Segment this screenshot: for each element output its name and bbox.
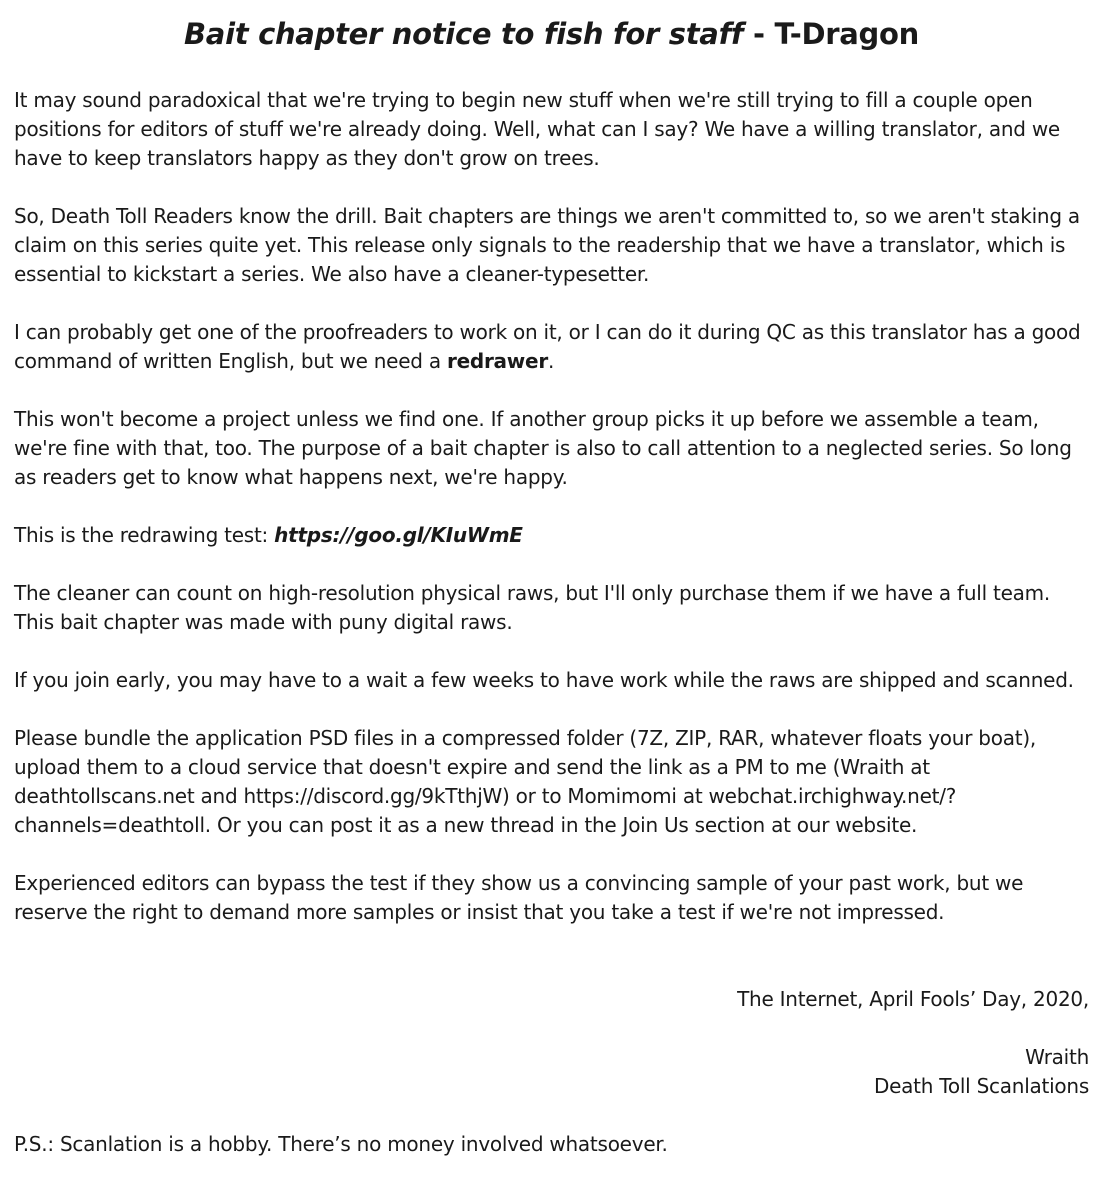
paragraph-5 [14, 521, 1089, 550]
paragraph-3 [14, 318, 1089, 376]
signature-date: The Internet, April Fools’ Day, 2020, [737, 987, 1089, 1011]
paragraph-3-text: I can probably get one of the proofreaders to work on it, or I can do it during QC as this translator has a good command of written English, but we need a [14, 320, 1081, 373]
paragraph-3-end: . [547, 349, 555, 373]
paragraph-4: This won't become a project unless we find one. If another group picks it up before we assemble a team, we're fine with that, too. The purpose of a bait chapter is also to call attention to a neglected series. So long as readers get to know what happens next, we're happy. [14, 407, 1072, 489]
title-italic: Bait chapter notice to fish for staff [184, 17, 744, 51]
paragraph-2: So, Death Toll Readers know the drill. Bait chapters are things we aren't committed to, so we aren't staking a claim on this series quite yet. This release only signals to the readership that we have a translator, which is essential to kickstart a series. We also have a cleaner-typesetter. [14, 204, 1080, 286]
paragraph-8: Please bundle the application PSD files in a compressed folder (7Z, ZIP, RAR, whatever floats your boat), upload them to a cloud service that doesn't expire and send the link as a PM to me (Wraith at deathtollscans.net and https://discord.gg/9kTthjW) or to Momimomi at webchat.irchighway.net/?channels=deathtoll. Or you can post it as a new thread in the Join Us section at our website. [14, 726, 1036, 837]
redrawing-test-label: This is the redrawing test: [14, 523, 275, 547]
signature-name: Wraith [1025, 1045, 1089, 1069]
paragraph-1: It may sound paradoxical that we're trying to begin new stuff when we're still trying to fill a couple open positions for editors of stuff we're already doing. Well, what can I say? We have a willing translator, and we have to keep translators happy as they don't grow on trees. [14, 88, 1060, 170]
paragraph-7: If you join early, you may have to a wait a few weeks to have work while the raws are shipped and scanned. [14, 668, 1074, 692]
redrawing-test-link[interactable]: https://goo.gl/KIuWmE [274, 523, 523, 547]
postscript: P.S.: Scanlation is a hobby. There’s no money involved whatsoever. [14, 1132, 668, 1156]
paragraph-6: The cleaner can count on high-resolution physical raws, but I'll only purchase them if we have a full team. This bait chapter was made with puny digital raws. [14, 581, 1050, 634]
title-separator: - [743, 17, 775, 51]
redrawer-emphasis: redrawer [446, 349, 548, 373]
title-series: T-Dragon [774, 17, 919, 51]
paragraph-9: Experienced editors can bypass the test if they show us a convincing sample of your past work, but we reserve the right to demand more samples or insist that you take a test if we're not impressed. [14, 871, 1024, 924]
signature-group: Death Toll Scanlations [873, 1074, 1089, 1098]
page-title [14, 14, 1089, 54]
